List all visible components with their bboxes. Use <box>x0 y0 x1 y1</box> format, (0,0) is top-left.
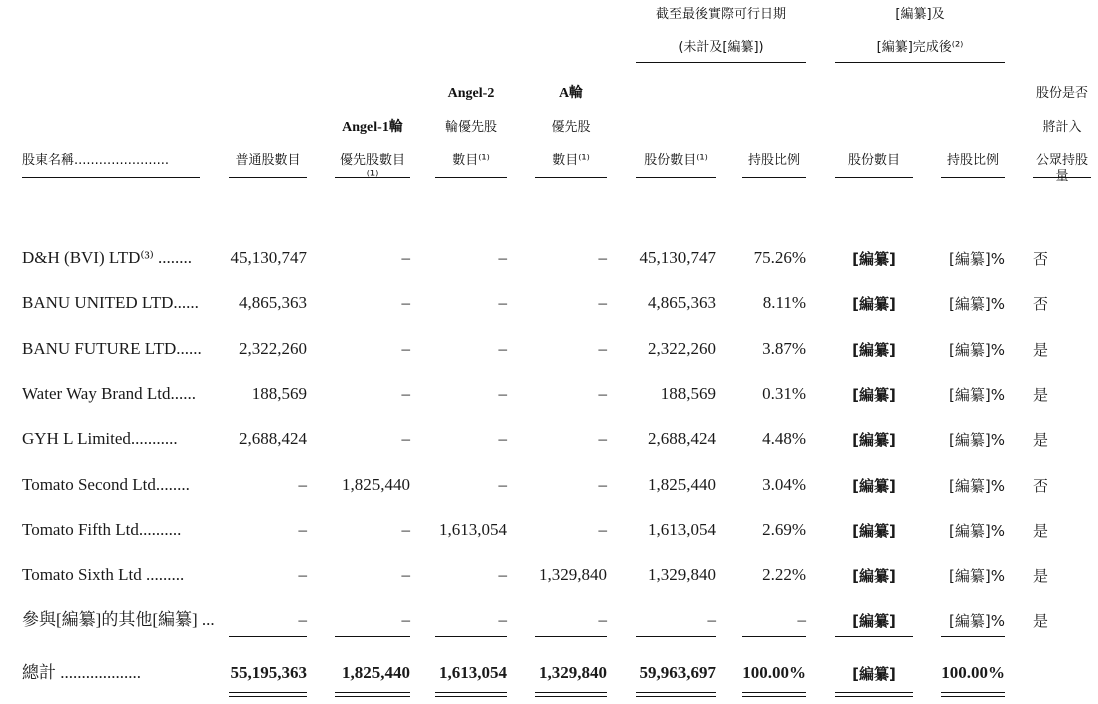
total-a: 1,329,840 <box>539 663 607 682</box>
total-double-rule-angel2 <box>435 692 507 697</box>
col-header-a-l2: 優先股 <box>551 120 591 135</box>
row-name: BANU FUTURE LTD...... <box>22 339 202 358</box>
row-name: Water Way Brand Ltd...... <box>22 384 196 403</box>
row-angel1: 1,825,440 <box>342 475 410 494</box>
row-a: – <box>598 475 607 494</box>
row-pct: 0.31% <box>762 384 806 403</box>
total-double-rule-pct <box>742 692 806 697</box>
row-shares: 1,613,054 <box>648 520 716 539</box>
row-a: – <box>598 610 607 629</box>
row-pct: 4.48% <box>762 429 806 448</box>
row-angel1: – <box>401 384 410 403</box>
row-name: 參與[編纂]的其他[編纂] ... <box>22 610 215 629</box>
row-after-shares: [編纂] <box>852 477 896 495</box>
row-shares: 1,825,440 <box>648 475 716 494</box>
row-name: Tomato Sixth Ltd ......... <box>22 565 185 584</box>
group-header-after-line2: [編纂]完成後⁽²⁾ <box>876 40 964 55</box>
row-pct: 3.04% <box>762 475 806 494</box>
row-after-pct: [編纂]% <box>949 431 1005 449</box>
row-name: BANU UNITED LTD...... <box>22 293 199 312</box>
row-public: 是 <box>1033 522 1049 540</box>
row-after-shares: [編纂] <box>852 612 896 630</box>
row-angel2: – <box>498 293 507 312</box>
total-double-rule-a <box>535 692 607 697</box>
total-double-rule-after-pct <box>941 692 1005 697</box>
subtotal-rule-pct <box>742 636 806 637</box>
row-shares: 4,865,363 <box>648 293 716 312</box>
row-after-pct: [編纂]% <box>949 250 1005 268</box>
col-rule-name <box>22 177 200 178</box>
col-header-a-l3: 數目⁽¹⁾ <box>552 153 590 168</box>
group-header-after-rule <box>835 62 1005 63</box>
row-a: – <box>598 384 607 403</box>
row-a: – <box>598 429 607 448</box>
col-header-angel1-l2: 優先股數目⁽¹⁾ <box>339 153 405 184</box>
row-ordinary: 45,130,747 <box>230 248 307 267</box>
col-header-public-l2: 將計入 <box>1042 120 1082 135</box>
group-header-before-line2: (未計及[編纂]) <box>678 40 764 55</box>
subtotal-rule-angel1 <box>335 636 410 637</box>
row-a: – <box>598 520 607 539</box>
row-public: 否 <box>1033 250 1049 268</box>
row-public: 是 <box>1033 431 1049 449</box>
row-ordinary: – <box>298 520 307 539</box>
row-angel2: – <box>498 384 507 403</box>
row-after-shares: [編纂] <box>852 295 896 313</box>
row-shares: – <box>707 610 716 629</box>
row-public: 是 <box>1033 386 1049 404</box>
row-shares: 2,688,424 <box>648 429 716 448</box>
row-a: – <box>598 293 607 312</box>
col-rule-angel1 <box>335 177 410 178</box>
row-after-shares: [編纂] <box>852 522 896 540</box>
row-name: D&H (BVI) LTD⁽³⁾ ........ <box>22 248 193 267</box>
total-double-rule-shares <box>636 692 716 697</box>
row-ordinary: – <box>298 565 307 584</box>
col-header-shares-before: 股份數目⁽¹⁾ <box>644 153 708 168</box>
col-header-name: 股東名稱....................... <box>22 153 170 168</box>
total-angel1: 1,825,440 <box>342 663 410 682</box>
row-public: 否 <box>1033 477 1049 495</box>
total-ordinary: 55,195,363 <box>230 663 307 682</box>
row-ordinary: – <box>298 610 307 629</box>
row-after-pct: [編纂]% <box>949 612 1005 630</box>
subtotal-rule-shares <box>636 636 716 637</box>
row-after-shares: [編纂] <box>852 567 896 585</box>
col-header-public-l3: 公眾持股量 <box>1035 153 1088 184</box>
row-angel2: – <box>498 339 507 358</box>
col-header-angel2-l2: 輪優先股 <box>444 120 497 135</box>
row-after-pct: [編纂]% <box>949 386 1005 404</box>
row-ordinary: 188,569 <box>251 384 307 403</box>
row-ordinary: 4,865,363 <box>239 293 307 312</box>
row-angel2: 1,613,054 <box>439 520 507 539</box>
row-pct: 2.22% <box>762 565 806 584</box>
row-shares: 2,322,260 <box>648 339 716 358</box>
col-header-a-l1: A輪 <box>558 86 584 101</box>
row-name: GYH L Limited........... <box>22 429 178 448</box>
col-header-shares-after: 股份數目 <box>847 153 900 168</box>
row-angel1: – <box>401 339 410 358</box>
row-angel1: – <box>401 293 410 312</box>
row-shares: 1,329,840 <box>648 565 716 584</box>
col-rule-pct-after <box>941 177 1005 178</box>
row-pct: 3.87% <box>762 339 806 358</box>
total-after-shares: [編纂] <box>852 665 896 683</box>
total-angel2: 1,613,054 <box>439 663 507 682</box>
row-ordinary: 2,322,260 <box>239 339 307 358</box>
row-name: Tomato Second Ltd........ <box>22 475 190 494</box>
row-pct: – <box>797 610 806 629</box>
row-after-shares: [編纂] <box>852 341 896 359</box>
row-after-pct: [編纂]% <box>949 341 1005 359</box>
total-label: 總計 ................... <box>22 663 141 682</box>
subtotal-rule-ordinary <box>229 636 307 637</box>
row-shares: 45,130,747 <box>639 248 716 267</box>
row-angel1: – <box>401 248 410 267</box>
row-public: 是 <box>1033 341 1049 359</box>
row-angel1: – <box>401 429 410 448</box>
row-pct: 8.11% <box>762 293 806 312</box>
group-header-before-line1: 截至最後實際可行日期 <box>655 7 786 22</box>
col-header-angel1-l1: Angel-1輪 <box>342 120 403 135</box>
row-angel2: – <box>498 475 507 494</box>
row-angel1: – <box>401 610 410 629</box>
row-pct: 75.26% <box>753 248 806 267</box>
row-angel1: – <box>401 520 410 539</box>
row-after-pct: [編纂]% <box>949 567 1005 585</box>
row-shares: 188,569 <box>660 384 716 403</box>
total-after-pct: 100.00% <box>941 663 1005 682</box>
col-rule-ordinary <box>229 177 307 178</box>
col-header-public-l1: 股份是否 <box>1035 86 1088 101</box>
col-header-angel2-l1: Angel-2 <box>447 86 495 101</box>
row-a: – <box>598 248 607 267</box>
subtotal-rule-after-shares <box>835 636 913 637</box>
row-name: Tomato Fifth Ltd.......... <box>22 520 182 539</box>
col-rule-angel2 <box>435 177 507 178</box>
row-after-shares: [編纂] <box>852 386 896 404</box>
col-rule-public <box>1033 177 1091 178</box>
group-header-before-rule <box>636 62 806 63</box>
row-public: 是 <box>1033 612 1049 630</box>
row-angel2: – <box>498 429 507 448</box>
row-pct: 2.69% <box>762 520 806 539</box>
row-a: – <box>598 339 607 358</box>
group-header-after-line1: [編纂]及 <box>895 7 945 22</box>
row-a: 1,329,840 <box>539 565 607 584</box>
row-public: 否 <box>1033 295 1049 313</box>
col-header-angel2-l3: 數目⁽¹⁾ <box>452 153 490 168</box>
subtotal-rule-a <box>535 636 607 637</box>
subtotal-rule-angel2 <box>435 636 507 637</box>
col-rule-shares-before <box>636 177 716 178</box>
col-header-pct-before: 持股比例 <box>747 153 800 168</box>
col-rule-shares-after <box>835 177 913 178</box>
col-header-pct-after: 持股比例 <box>946 153 999 168</box>
row-ordinary: 2,688,424 <box>239 429 307 448</box>
col-rule-a <box>535 177 607 178</box>
total-pct: 100.00% <box>742 663 806 682</box>
row-angel2: – <box>498 610 507 629</box>
row-after-pct: [編纂]% <box>949 477 1005 495</box>
subtotal-rule-after-pct <box>941 636 1005 637</box>
row-after-pct: [編纂]% <box>949 522 1005 540</box>
total-double-rule-ordinary <box>229 692 307 697</box>
col-rule-pct-before <box>742 177 806 178</box>
row-angel2: – <box>498 565 507 584</box>
row-after-shares: [編纂] <box>852 431 896 449</box>
row-public: 是 <box>1033 567 1049 585</box>
row-angel2: – <box>498 248 507 267</box>
total-double-rule-angel1 <box>335 692 410 697</box>
col-header-ordinary: 普通股數目 <box>235 153 301 168</box>
row-angel1: – <box>401 565 410 584</box>
row-after-pct: [編纂]% <box>949 295 1005 313</box>
row-ordinary: – <box>298 475 307 494</box>
total-shares: 59,963,697 <box>639 663 716 682</box>
row-after-shares: [編纂] <box>852 250 896 268</box>
total-double-rule-after-shares <box>835 692 913 697</box>
